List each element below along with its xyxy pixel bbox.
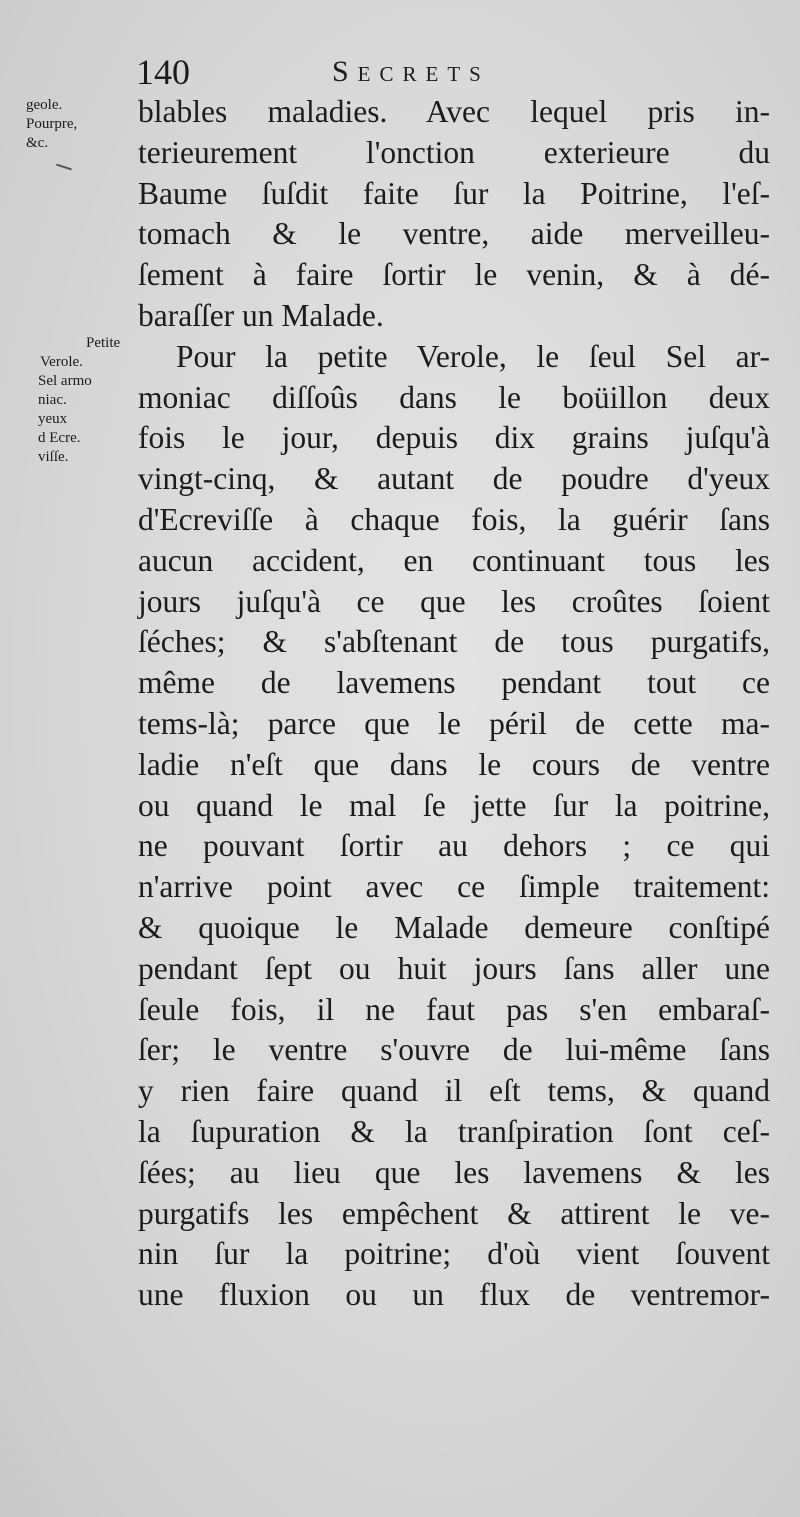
margin-note-line: yeux — [38, 411, 68, 427]
margin-note-line: d Ecre. — [38, 430, 81, 446]
text-line: la ſupuration & la tranſpiration ſont ceſ- — [138, 1113, 770, 1149]
margin-note-line: niac. — [38, 392, 67, 408]
text-line: Baume ſuſdit faite ſur la Poitrine, l'eſ- — [138, 175, 770, 211]
text-line: purgatifs les empêchent & attirent le ve- — [138, 1195, 770, 1231]
text-line: ne pouvant ſortir au dehors ; ce qui — [138, 828, 770, 864]
page-number: 140 — [136, 52, 190, 92]
margin-dash-mark — [56, 164, 72, 171]
text-line: d'Ecreviſſe à chaque fois, la guérir ſans — [138, 501, 770, 537]
margin-note-petite-verole — [38, 334, 120, 467]
text-line: ſéches; & s'abſtenant de tous purgatifs, — [138, 624, 770, 660]
text-line: & quoique le Malade demeure conſtipé — [138, 909, 770, 945]
margin-note-line: Petite — [86, 335, 121, 351]
text-line: ladie n'eſt que dans le cours de ventre — [138, 746, 770, 782]
running-head: Secrets — [332, 55, 490, 88]
margin-note-line: geole. — [26, 97, 63, 113]
body-text — [138, 92, 770, 1316]
text-line: ſer; le ventre s'ouvre de lui-même ſans — [138, 1032, 770, 1068]
text-line: fois le jour, depuis dix grains juſqu'à — [138, 420, 770, 456]
text-line: ſement à faire ſortir le venin, & à dé- — [138, 257, 770, 293]
text-line: aucun accident, en continuant tous les — [138, 542, 770, 578]
text-line: n'arrive point avec ce ſimple traitement: — [138, 869, 770, 905]
text-line: une fluxion ou un flux de ventremor- — [138, 1277, 770, 1313]
text-line: ou quand le mal ſe jette ſur la poitrine, — [138, 787, 770, 823]
page-header — [132, 50, 772, 94]
text-line: même de lavemens pendant tout ce — [138, 665, 770, 701]
margin-note-line: Sel armo — [38, 373, 92, 389]
text-line: terieurement l'onction exterieure du — [138, 134, 770, 170]
margin-note-pourpre — [26, 96, 77, 153]
text-line: pendant ſept ou huit jours ſans aller une — [138, 950, 770, 986]
margin-note-line: Pourpre, — [26, 116, 78, 132]
margin-note-line: Verole. — [40, 354, 83, 370]
text-line: ſeule fois, il ne faut pas s'en embaraſ- — [138, 991, 770, 1027]
text-line: nin ſur la poitrine; d'où vient ſouvent — [138, 1236, 770, 1272]
text-line: blables maladies. Avec lequel pris in- — [138, 94, 770, 129]
text-line: vingt-cinq, & autant de poudre d'yeux — [138, 461, 770, 497]
text-line: y rien faire quand il eſt tems, & quand — [138, 1073, 770, 1109]
margin-note-line: &c. — [26, 135, 49, 151]
margin-note-line: viſſe. — [38, 449, 69, 465]
text-line: tomach & le ventre, aide merveilleu- — [138, 216, 770, 252]
text-line: baraſſer un Malade. — [138, 297, 384, 333]
text-line: tems-là; parce que le péril de cette ma- — [138, 705, 770, 741]
text-line: jours juſqu'à ce que les croûtes ſoient — [138, 583, 770, 619]
text-line: moniac diſſoûs dans le boüillon deux — [138, 379, 770, 415]
text-line: Pour la petite Verole, le ſeul Sel ar- — [176, 338, 770, 374]
text-line: ſées; au lieu que les lavemens & les — [138, 1154, 770, 1190]
